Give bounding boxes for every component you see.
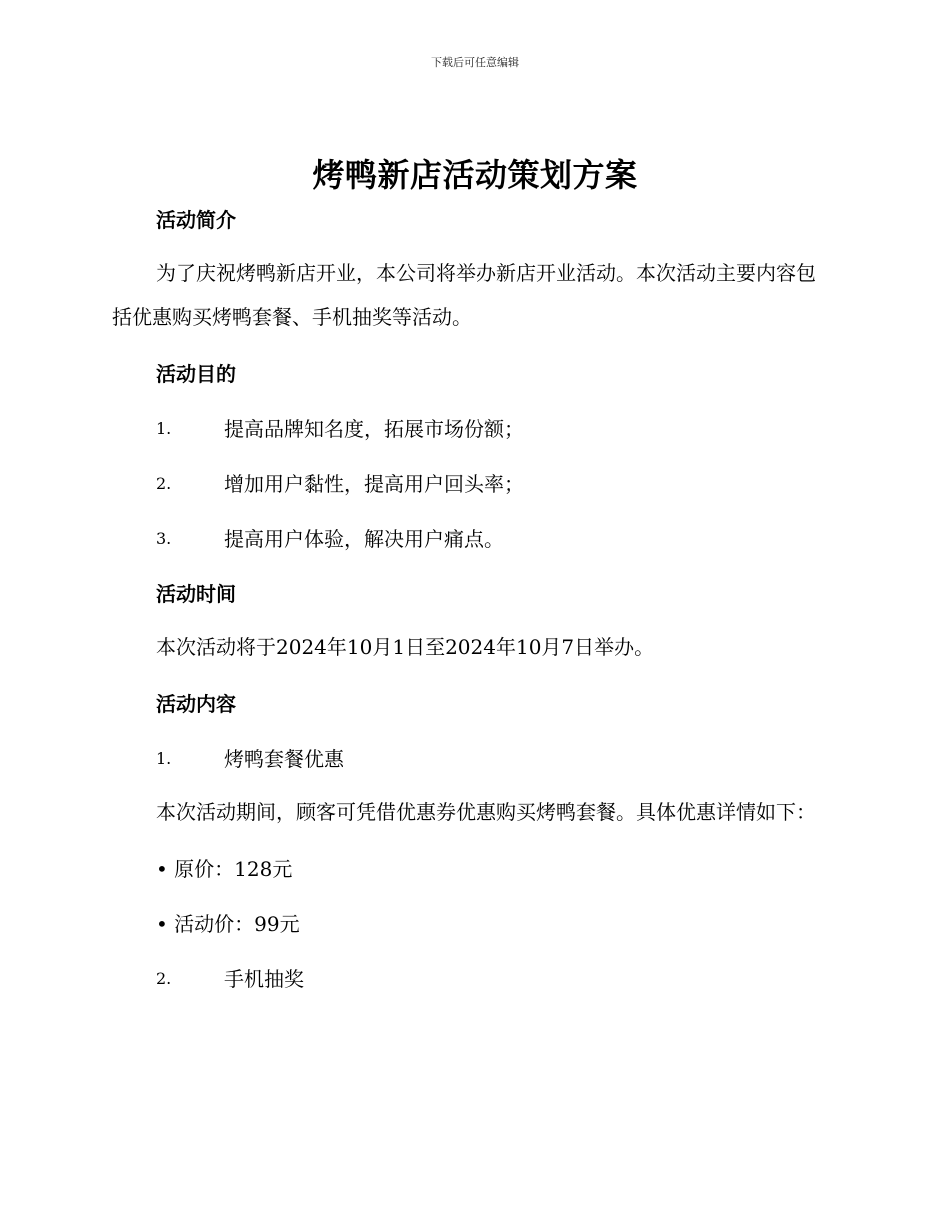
content-item-1-text: 烤鸭套餐优惠 — [224, 747, 344, 771]
heading-content: 活动内容 — [156, 692, 236, 716]
goal-item-1-text: 提高品牌知名度，拓展市场份额； — [224, 417, 524, 441]
page-title: 烤鸭新店活动策划方案 — [312, 156, 638, 194]
header-note: 下载后可任意编辑 — [431, 56, 519, 69]
intro-paragraph: 为了庆祝烤鸭新店开业，本公司将举办新店开业活动。本次活动主要内容包括优惠购买烤鸭套餐、手机抽奖等活动。 — [112, 261, 816, 329]
content-item-1-paragraph: 本次活动期间，顾客可凭借优惠券优惠购买烤鸭套餐。具体优惠详情如下： — [156, 800, 816, 824]
goal-item-2-text: 增加用户黏性，提高用户回头率； — [224, 472, 524, 496]
content-item-2 — [112, 955, 832, 1010]
goal-item-1 — [112, 405, 832, 460]
document-body — [112, 196, 832, 1010]
price-original-bullet: • 原价：128元 — [156, 857, 293, 881]
heading-goals: 活动目的 — [156, 362, 236, 386]
price-promo-bullet: • 活动价：99元 — [156, 912, 300, 936]
time-paragraph: 本次活动将于2024年10月1日至2024年10月7日举办。 — [156, 635, 655, 659]
goal-item-1-number: 1. — [156, 419, 172, 438]
heading-time: 活动时间 — [156, 582, 236, 606]
content-item-1-number: 1. — [156, 749, 172, 768]
goal-item-3 — [112, 515, 832, 570]
goal-item-3-number: 3. — [156, 529, 172, 548]
content-item-1 — [112, 735, 832, 790]
heading-intro: 活动简介 — [156, 208, 236, 232]
goal-item-2 — [112, 460, 832, 515]
goal-item-2-number: 2. — [156, 474, 172, 493]
goal-item-3-text: 提高用户体验，解决用户痛点。 — [224, 527, 504, 551]
content-item-2-text: 手机抽奖 — [224, 967, 304, 991]
content-item-2-number: 2. — [156, 969, 172, 988]
